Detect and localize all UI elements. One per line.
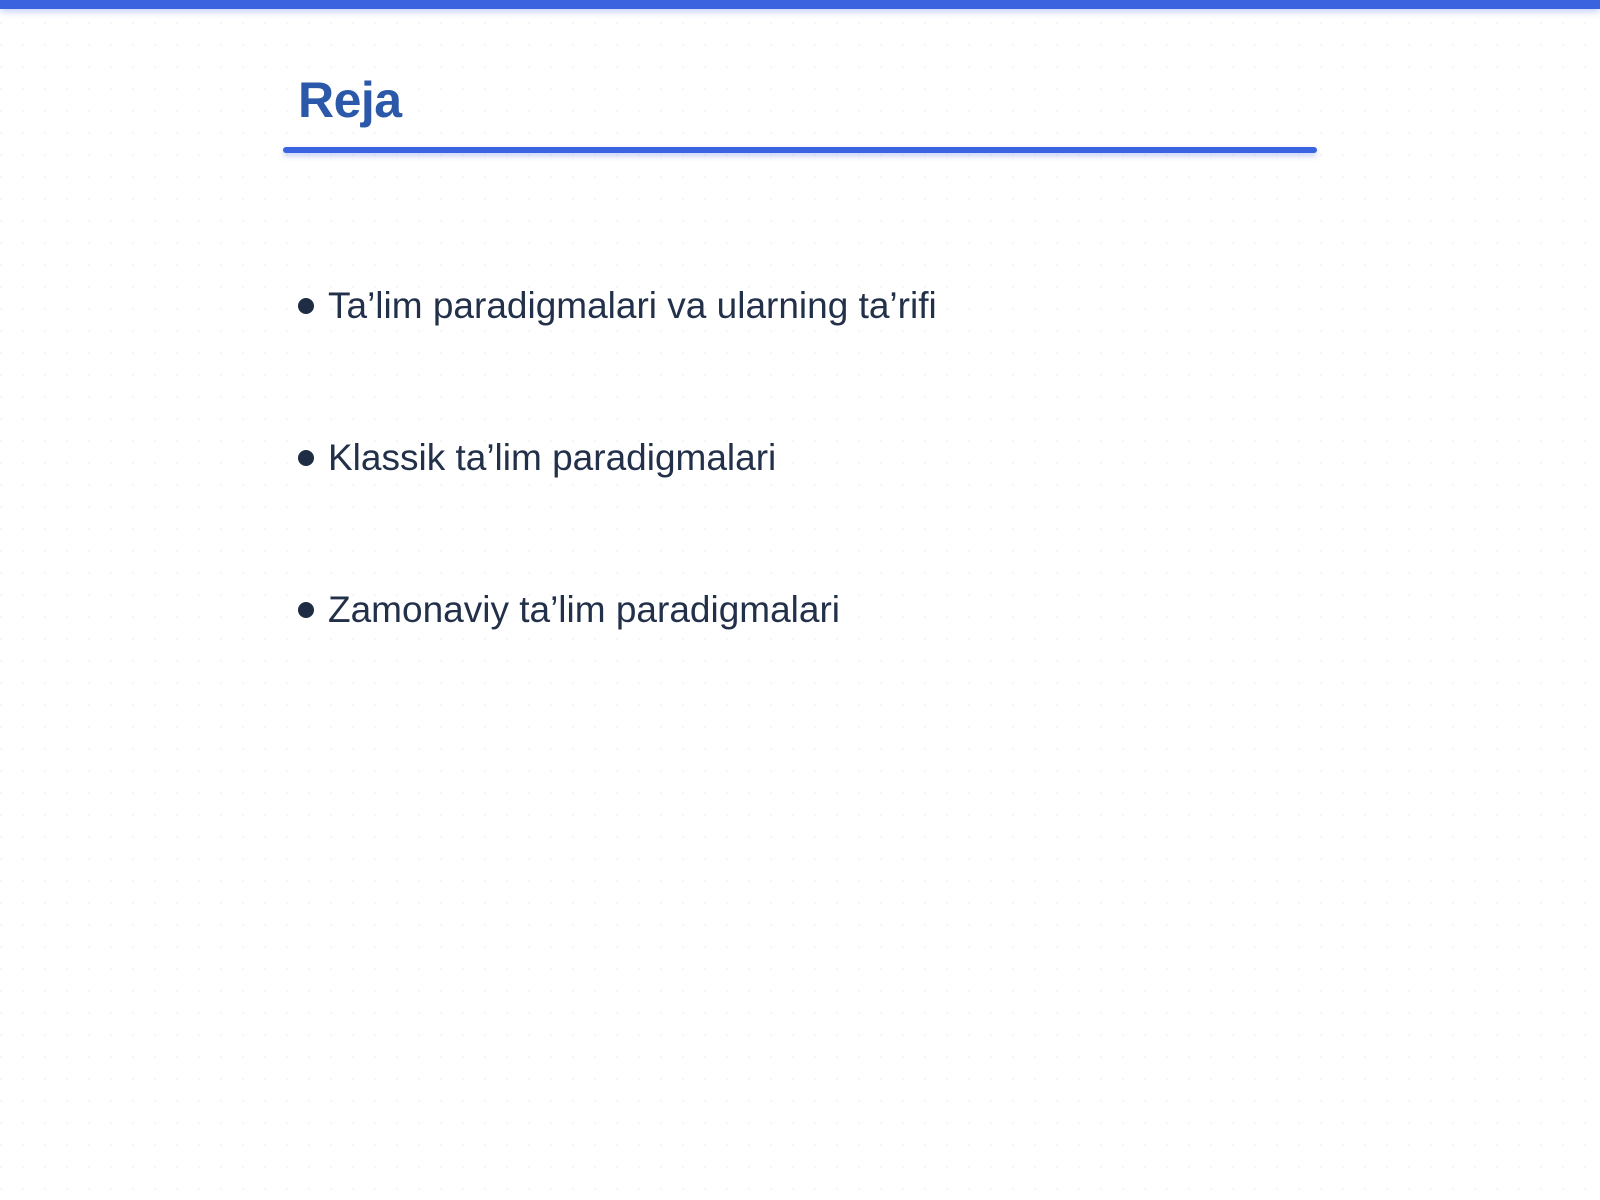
- top-accent-bar: [0, 0, 1600, 9]
- bullet-list: [298, 278, 937, 734]
- list-item: [298, 430, 937, 582]
- bullet-icon: [298, 450, 314, 466]
- list-item: [298, 582, 937, 734]
- bullet-icon: [298, 298, 314, 314]
- title-underline: [283, 147, 1317, 153]
- bullet-text: Zamonaviy ta’lim paradigmalari: [328, 589, 841, 630]
- bullet-text: Klassik ta’lim paradigmalari: [328, 437, 777, 478]
- slide-title: Reja: [298, 72, 402, 128]
- bullet-icon: [298, 602, 314, 618]
- bullet-text: Ta’lim paradigmalari va ularning ta’rifi: [328, 285, 937, 326]
- list-item: [298, 278, 937, 430]
